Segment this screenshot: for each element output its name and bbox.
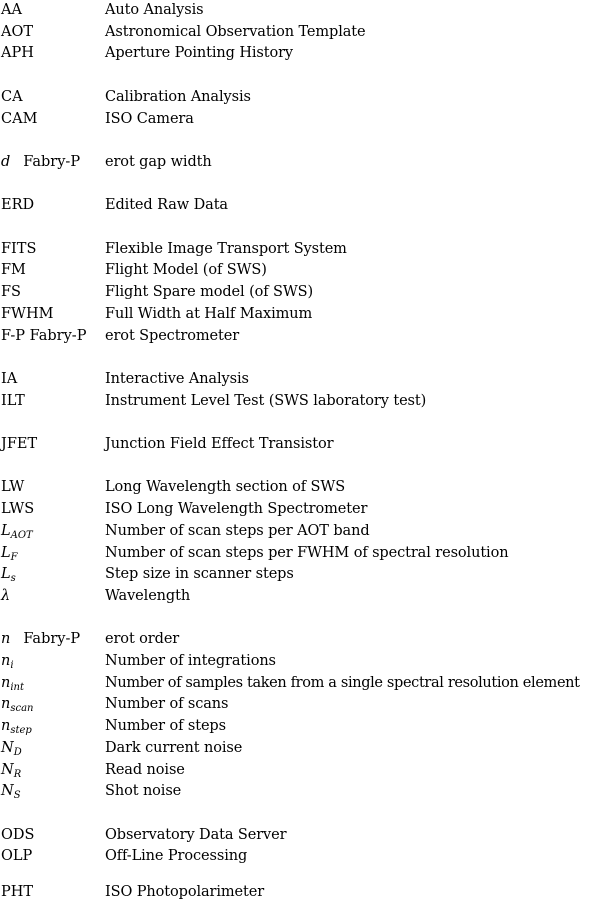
glossary-term-symbol: n bbox=[1, 718, 11, 735]
glossary-definition: Number of steps bbox=[105, 718, 226, 735]
glossary-row bbox=[0, 391, 613, 413]
glossary-row bbox=[0, 326, 613, 348]
glossary-term: FS bbox=[1, 284, 21, 301]
glossary-term: LW bbox=[1, 479, 25, 496]
glossary-row bbox=[0, 694, 613, 716]
glossary-row bbox=[0, 738, 613, 760]
glossary-term: ERD bbox=[1, 197, 35, 214]
glossary-term-symbol: L bbox=[1, 544, 11, 561]
glossary-row bbox=[0, 282, 613, 304]
glossary-row bbox=[0, 304, 613, 326]
glossary-row bbox=[0, 369, 613, 391]
glossary-term: λ bbox=[1, 587, 11, 604]
glossary-row bbox=[0, 22, 613, 44]
glossary-term-subscript: F bbox=[10, 551, 18, 563]
glossary-definition: Number of samples taken from a single spectral resolution element bbox=[105, 674, 580, 691]
glossary-definition: Full Width at Half Maximum bbox=[105, 305, 313, 322]
glossary-term-subscript: scan bbox=[10, 703, 34, 715]
glossary-row bbox=[0, 629, 613, 651]
glossary-row bbox=[0, 0, 613, 22]
glossary-definition: Read noise bbox=[105, 761, 185, 778]
glossary-row bbox=[0, 521, 613, 543]
glossary-term: JFET bbox=[1, 436, 38, 452]
glossary-term: AOT bbox=[1, 23, 34, 40]
glossary-definition: Edited Raw Data bbox=[105, 197, 228, 214]
glossary-row bbox=[0, 781, 613, 803]
glossary-term-suffix: Fabry-P bbox=[23, 153, 81, 170]
glossary-definition: Dark current noise bbox=[105, 739, 243, 756]
glossary-term-symbol: N bbox=[1, 739, 14, 756]
glossary-row bbox=[0, 760, 613, 782]
glossary-term: ILT bbox=[1, 392, 25, 409]
glossary-term-symbol: n bbox=[1, 696, 11, 713]
glossary-row bbox=[0, 109, 613, 131]
glossary-definition: ISO Camera bbox=[105, 110, 194, 127]
glossary-row bbox=[0, 152, 613, 174]
glossary-term: OLP bbox=[1, 848, 33, 865]
glossary-definition: Astronomical Observation Template bbox=[105, 23, 366, 40]
glossary-term: APH bbox=[1, 45, 34, 62]
glossary-term-subscript: i bbox=[10, 660, 14, 671]
glossary-row bbox=[0, 716, 613, 738]
glossary-term: F-P Fabry-P bbox=[1, 327, 87, 344]
glossary-row bbox=[0, 882, 613, 904]
glossary-definition: Number of scan steps per AOT band bbox=[105, 522, 370, 539]
glossary-term: FWHM bbox=[1, 305, 54, 322]
glossary-definition: Flexible Image Transport System bbox=[105, 240, 347, 257]
glossary-term: FITS bbox=[1, 240, 37, 257]
glossary-definition: ISO Photopolarimeter bbox=[105, 884, 265, 900]
glossary-term-subscript: R bbox=[13, 768, 22, 780]
glossary-term bbox=[1, 152, 80, 174]
glossary-definition: Instrument Level Test (SWS laboratory test) bbox=[105, 392, 427, 409]
glossary-term-subscript: step bbox=[10, 725, 32, 737]
glossary-term bbox=[1, 738, 22, 760]
glossary-definition: Auto Analysis bbox=[105, 2, 204, 18]
glossary-definition: Junction Field Effect Transistor bbox=[105, 436, 334, 452]
glossary-row bbox=[0, 846, 613, 868]
glossary-definition: Observatory Data Server bbox=[105, 826, 287, 843]
glossary-row bbox=[0, 651, 613, 673]
glossary-definition: Number of integrations bbox=[105, 653, 276, 669]
glossary-definition: Flight Model (of SWS) bbox=[105, 262, 267, 279]
glossary-row bbox=[0, 43, 613, 65]
glossary-term-symbol: N bbox=[1, 761, 14, 778]
glossary-term: CAM bbox=[1, 110, 38, 127]
glossary-definition: erot order bbox=[105, 631, 180, 648]
glossary-definition: Flight Spare model (of SWS) bbox=[105, 284, 314, 301]
glossary-term-symbol: n bbox=[1, 631, 11, 648]
glossary-definition: Step size in scanner steps bbox=[105, 566, 294, 583]
glossary-row bbox=[0, 499, 613, 521]
glossary-term-subscript: AOT bbox=[10, 529, 33, 541]
glossary-term bbox=[1, 673, 24, 695]
glossary-term bbox=[1, 629, 80, 651]
glossary-definition: Interactive Analysis bbox=[105, 370, 249, 387]
glossary-row bbox=[0, 673, 613, 695]
glossary-row bbox=[0, 195, 613, 217]
glossary-term-suffix: Fabry-P bbox=[23, 631, 81, 648]
glossary-term bbox=[1, 543, 18, 565]
glossary-term bbox=[1, 760, 21, 782]
glossary-term: CA bbox=[1, 88, 23, 105]
glossary-term-subscript: int bbox=[10, 681, 25, 693]
glossary-definition: Aperture Pointing History bbox=[105, 45, 294, 62]
glossary-row bbox=[0, 87, 613, 109]
glossary-term-symbol: N bbox=[1, 783, 14, 800]
glossary-term: PHT bbox=[1, 884, 34, 900]
glossary-definition: Number of scans bbox=[105, 696, 229, 713]
glossary-definition: Calibration Analysis bbox=[105, 88, 251, 105]
glossary-row bbox=[0, 564, 613, 586]
glossary-row bbox=[0, 260, 613, 282]
glossary-term: IA bbox=[1, 370, 18, 387]
glossary-term-symbol: n bbox=[1, 674, 11, 691]
glossary-term: ODS bbox=[1, 826, 35, 843]
glossary-term-symbol: d bbox=[1, 153, 11, 170]
glossary-term bbox=[1, 651, 14, 673]
glossary-term: AA bbox=[1, 2, 22, 18]
glossary-row bbox=[0, 434, 613, 456]
glossary-term-subscript: D bbox=[13, 746, 22, 758]
glossary-term-symbol: L bbox=[1, 566, 11, 583]
glossary-row bbox=[0, 825, 613, 847]
glossary-term bbox=[1, 716, 32, 738]
glossary-row bbox=[0, 586, 613, 608]
glossary-term bbox=[1, 564, 16, 586]
glossary-definition: Wavelength bbox=[105, 587, 191, 604]
glossary-term: FM bbox=[1, 262, 26, 279]
glossary-term-subscript: s bbox=[10, 573, 16, 585]
glossary-term-subscript: S bbox=[13, 790, 21, 802]
glossary-definition: erot Spectrometer bbox=[105, 327, 240, 344]
glossary-row bbox=[0, 543, 613, 565]
glossary-definition: Shot noise bbox=[105, 783, 182, 800]
glossary-term bbox=[1, 521, 33, 543]
glossary-term-symbol: L bbox=[1, 522, 11, 539]
glossary-row bbox=[0, 477, 613, 499]
glossary-row bbox=[0, 239, 613, 261]
glossary-definition: Off-Line Processing bbox=[105, 848, 248, 865]
glossary-term-symbol: n bbox=[1, 653, 11, 669]
glossary-definition: ISO Long Wavelength Spectrometer bbox=[105, 501, 368, 518]
glossary-term bbox=[1, 781, 21, 803]
glossary-term: LWS bbox=[1, 501, 35, 518]
glossary-definition: erot gap width bbox=[105, 153, 212, 170]
glossary-definition: Number of scan steps per FWHM of spectral resolution bbox=[105, 544, 509, 561]
glossary-definition: Long Wavelength section of SWS bbox=[105, 479, 346, 496]
glossary-term bbox=[1, 694, 33, 716]
